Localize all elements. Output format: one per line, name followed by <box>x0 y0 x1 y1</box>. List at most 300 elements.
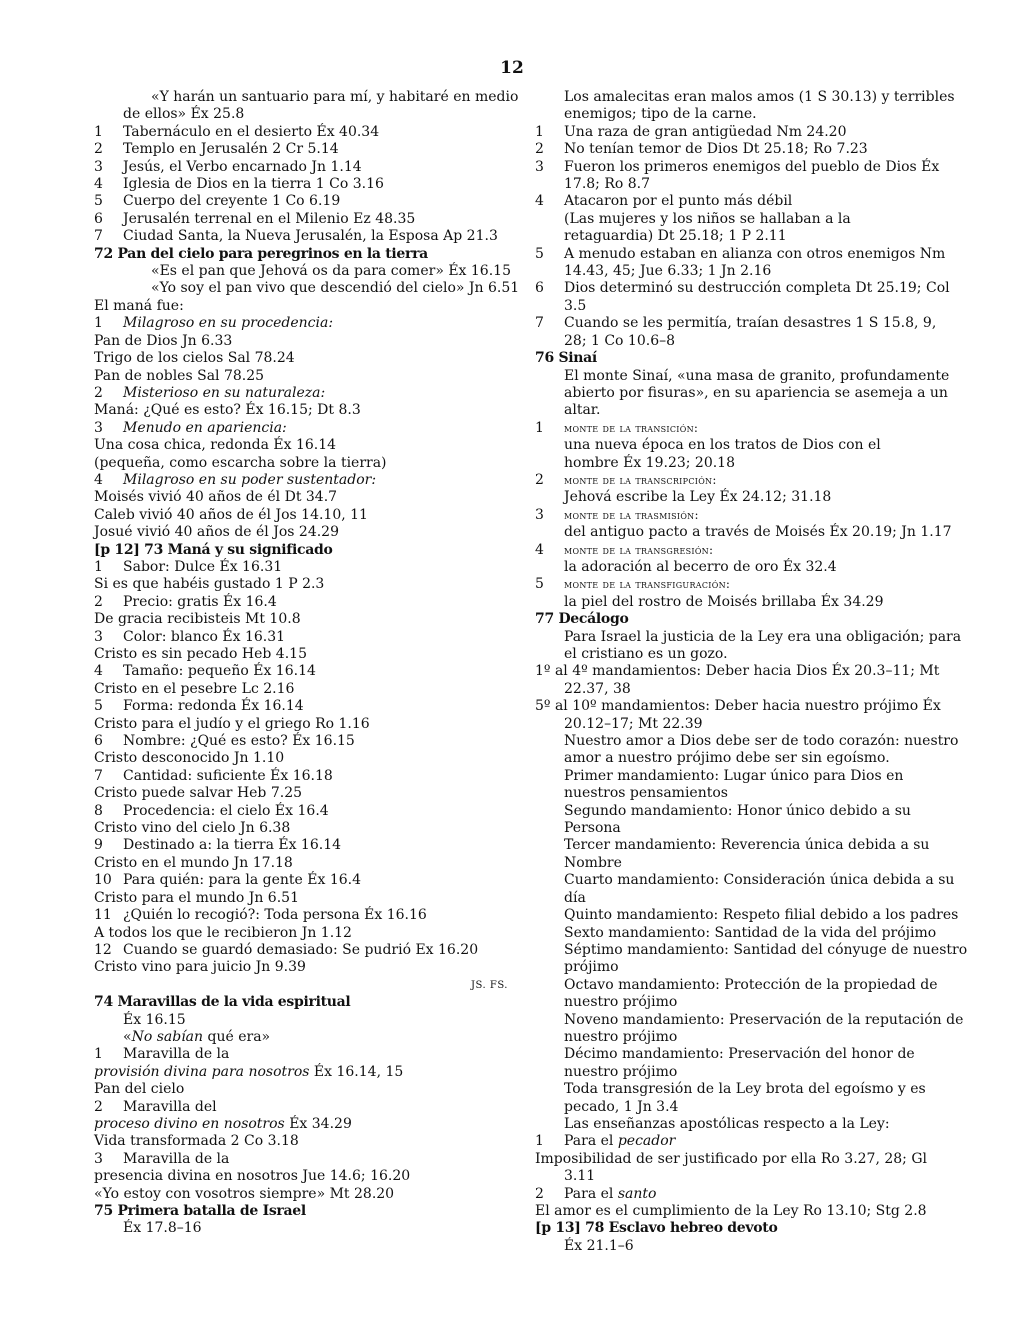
numbered-item <box>94 629 512 646</box>
quote-line <box>94 89 519 106</box>
numbered-item <box>94 942 512 959</box>
line-text: Tamaño: pequeño Éx 16.14 <box>123 663 316 680</box>
text-line <box>535 977 955 994</box>
line-text: altar. <box>564 402 601 419</box>
text-line <box>535 681 955 698</box>
numbered-item <box>535 1133 955 1150</box>
text-line <box>94 298 512 315</box>
item-number: 3 <box>94 419 103 436</box>
line-text: (Las mujeres y los niños se hallaban a la <box>564 210 851 227</box>
line-text: Cristo es sin pecado Heb 4.15 <box>94 646 307 662</box>
numbered-item <box>535 507 955 524</box>
line-text: Cristo para el judío y el griego Ro 1.16 <box>94 715 370 732</box>
line-text: Una cosa chica, redonda Éx 16.14 <box>94 437 337 454</box>
numbered-item <box>94 1046 512 1063</box>
line-text: 77 Decálogo <box>535 611 629 628</box>
line-text: Pan de Dios Jn 6.33 <box>94 332 233 349</box>
line-text: Quinto mandamiento: Respeto filial debido a los padres <box>564 907 959 924</box>
line-text: Cristo puede salvar Heb 7.25 <box>94 785 303 802</box>
quote-line <box>94 263 512 280</box>
line-text: 5º al 10º mandamientos: Deber hacia nuestro prójimo Éx <box>535 698 941 715</box>
text-line <box>535 594 955 611</box>
line-text: Templo en Jerusalén 2 Cr 5.14 <box>123 141 339 158</box>
line-text: Cuando se les permitía, traían desastres 1 S 15.8, 9, <box>564 315 937 332</box>
line-text: Procedencia: el cielo Éx 16.4 <box>123 802 329 819</box>
line-text: Una raza de gran antigüedad Nm 24.20 <box>564 123 847 140</box>
line-text: Cantidad: suficiente Éx 16.18 <box>123 767 333 784</box>
numbered-item <box>535 1186 955 1203</box>
text-line <box>535 263 955 280</box>
line-text: Cuarto mandamiento: Consideración única debida a su <box>564 872 955 889</box>
line-text: Precio: gratis Éx 16.4 <box>123 593 277 610</box>
line-text: Caleb vivió 40 años de él Jos 14.10, 11 <box>94 506 368 523</box>
numbered-item <box>535 280 955 297</box>
line-text: pecado, 1 Jn 3.4 <box>564 1098 679 1115</box>
line-text: Octavo mandamiento: Protección de la propiedad de <box>564 976 938 993</box>
section-heading <box>94 542 512 559</box>
line-text: Para quién: para la gente Éx 16.4 <box>123 872 361 889</box>
line-text: Cristo vino para juicio Jn 9.39 <box>94 959 306 976</box>
line-text: presencia divina en nosotros Jue 14.6; 16.20 <box>94 1168 411 1185</box>
numbered-item <box>94 315 512 332</box>
text-line <box>94 507 512 524</box>
section-heading <box>535 350 955 367</box>
italic-text: No sabían <box>131 1028 204 1045</box>
line-text: nuestro prójimo <box>564 1028 678 1045</box>
item-number: 2 <box>535 471 544 488</box>
line-text: 3.5 <box>564 297 587 314</box>
line-text: Para Israel la justicia de la Ley era una obligación; para <box>564 628 962 645</box>
numbered-item <box>94 176 512 193</box>
item-number: 6 <box>94 733 103 750</box>
item-number: 4 <box>94 663 103 680</box>
text-fragment: Para el <box>564 1133 618 1150</box>
line-text: Si es que habéis gustado 1 P 2.3 <box>94 576 325 593</box>
text-line <box>535 890 955 907</box>
line-text: Moisés vivió 40 años de él Dt 34.7 <box>94 489 338 506</box>
section-heading <box>94 246 512 263</box>
line-text: retaguardia) Dt 25.18; 1 P 2.11 <box>564 228 787 245</box>
numbered-item <box>535 542 955 559</box>
line-text: (pequeña, como escarcha sobre la tierra) <box>94 454 387 471</box>
line-text: nuestros pensamientos <box>564 785 728 802</box>
line-text: Vida transformada 2 Co 3.18 <box>94 1133 299 1150</box>
line-text: [p 12] 73 Maná y su significado <box>94 541 333 558</box>
line-text: El monte Sinaí, «una masa de granito, profundamente <box>564 367 950 384</box>
item-number: 5 <box>535 245 544 262</box>
line-text: Éx 17.8–16 <box>123 1220 202 1237</box>
item-number: 2 <box>94 1098 103 1115</box>
text-fragment: Éx 16.14, 15 <box>309 1063 404 1080</box>
item-number: 12 <box>94 941 112 958</box>
text-line <box>535 820 955 837</box>
text-line <box>94 611 512 628</box>
line-text: Sabor: Dulce Éx 16.31 <box>123 558 283 575</box>
numbered-item <box>535 420 955 437</box>
text-line <box>535 1046 955 1063</box>
item-number: 3 <box>94 628 103 645</box>
text-line <box>535 385 955 402</box>
italic-text: Milagroso en su procedencia: <box>123 315 334 332</box>
text-line <box>94 576 512 593</box>
line-text: Primer mandamiento: Lugar único para Dios en <box>564 767 904 784</box>
numbered-item <box>94 559 512 576</box>
text-fragment: Para el <box>564 1185 618 1202</box>
line-text: Cristo en el pesebre Lc 2.16 <box>94 680 295 697</box>
line-text: 76 Sinaí <box>535 350 597 367</box>
line-text: Cristo para el mundo Jn 6.51 <box>94 889 299 906</box>
text-line <box>94 681 512 698</box>
text-line <box>535 211 955 228</box>
item-number: 2 <box>94 141 103 158</box>
numbered-item <box>94 872 512 889</box>
item-number: 3 <box>94 1150 103 1167</box>
line-text: Imposibilidad de ser justificado por ella Ro 3.27, 28; Gl <box>535 1150 927 1167</box>
text-line <box>94 524 512 541</box>
text-line <box>535 959 955 976</box>
text-line <box>94 368 512 385</box>
text-line <box>94 785 512 802</box>
quote-line <box>94 280 520 297</box>
line-text: [p 13] 78 Esclavo hebreo devoto <box>535 1220 778 1237</box>
line-text: Éx 16.15 <box>123 1011 186 1028</box>
numbered-item <box>535 193 955 210</box>
text-line <box>535 1151 955 1168</box>
item-number: 9 <box>94 837 103 854</box>
italic-text: Milagroso en su poder sustentador: <box>123 471 377 488</box>
numbered-item <box>94 420 512 437</box>
text-line <box>94 959 512 976</box>
line-text: «Es el pan que Jehová os da para comer» Éx 16.15 <box>151 263 511 280</box>
item-number: 3 <box>535 158 544 175</box>
line-text: Nombre <box>564 854 622 871</box>
text-line <box>535 89 955 106</box>
line-text: Maravilla de la <box>123 1150 230 1167</box>
numbered-item <box>535 576 955 593</box>
text-line <box>535 1064 955 1081</box>
line-text: una nueva época en los tratos de Dios con el <box>564 437 881 454</box>
line-text: Destinado a: la tierra Éx 16.14 <box>123 837 342 854</box>
text-line <box>535 837 955 854</box>
text-line <box>535 716 955 733</box>
text-line <box>94 1116 512 1133</box>
text-line <box>535 1116 955 1133</box>
text-line <box>535 646 955 663</box>
text-fragment: « <box>123 1028 132 1045</box>
text-line <box>535 455 955 472</box>
line-text: JS. FS. <box>471 979 508 991</box>
text-line <box>535 559 955 576</box>
numbered-item <box>94 159 512 176</box>
text-line <box>535 437 955 454</box>
text-line <box>535 106 955 123</box>
italic-text: pecador <box>617 1133 676 1150</box>
text-line <box>535 698 955 715</box>
item-number: 1 <box>535 1133 544 1150</box>
line-text: Tercer mandamiento: Reverencia única debida a su <box>564 837 930 854</box>
line-text: Cuerpo del creyente 1 Co 6.19 <box>123 193 341 210</box>
line-text: hombre Éx 19.23; 20.18 <box>564 454 736 471</box>
text-line <box>94 646 512 663</box>
item-number: 1 <box>94 558 103 575</box>
numbered-item <box>535 472 955 489</box>
text-line <box>94 1168 512 1185</box>
line-text: El amor es el cumplimiento de la Ley Ro 13.10; Stg 2.8 <box>535 1203 927 1219</box>
line-text: Séptimo mandamiento: Santidad del cónyuge de nuestro <box>564 941 968 958</box>
text-line <box>94 333 512 350</box>
item-number: 2 <box>535 141 544 158</box>
line-text: El maná fue: <box>94 297 184 314</box>
line-text: 1º al 4º mandamientos: Deber hacia Dios Éx 20.3–11; Mt <box>535 663 940 680</box>
text-line <box>94 925 512 942</box>
text-line <box>535 941 968 959</box>
numbered-item <box>535 141 955 158</box>
text-line <box>94 1133 512 1150</box>
line-text: Maná: ¿Qué es esto? Éx 16.15; Dt 8.3 <box>94 402 361 419</box>
italic-text: Misterioso en su naturaleza: <box>123 384 326 401</box>
item-number: 5 <box>535 576 544 593</box>
line-text: ¿Quién lo recogió?: Toda persona Éx 16.16 <box>123 907 427 924</box>
text-line <box>535 1081 955 1098</box>
line-text: Noveno mandamiento: Preservación de la reputación de <box>564 1011 964 1028</box>
text-line <box>94 350 512 367</box>
text-line <box>94 1186 512 1203</box>
text-line <box>94 455 512 472</box>
text-line <box>535 750 955 767</box>
text-line <box>94 750 512 767</box>
text-line <box>535 733 959 750</box>
text-line <box>94 1012 512 1029</box>
text-line <box>94 1029 512 1046</box>
numbered-item <box>94 193 512 210</box>
item-number: 2 <box>94 593 103 610</box>
line-text: el cristiano es un gozo. <box>564 646 728 662</box>
text-line <box>94 402 512 419</box>
text-line <box>535 489 955 506</box>
text-line <box>94 1220 512 1237</box>
numbered-item <box>94 1151 512 1168</box>
text-line <box>94 106 512 123</box>
line-text: 72 Pan del cielo para peregrinos en la tierra <box>94 245 428 262</box>
numbered-item <box>535 315 955 332</box>
item-number: 2 <box>535 1185 544 1202</box>
line-text: la piel del rostro de Moisés brillaba Éx 34.29 <box>564 593 884 610</box>
line-text: Sexto mandamiento: Santidad de la vida del prójimo <box>564 924 937 941</box>
numbered-item <box>94 733 512 750</box>
line-text: Iglesia de Dios en la tierra 1 Co 3.16 <box>123 176 384 193</box>
numbered-item <box>94 124 512 141</box>
item-number: 8 <box>94 802 103 819</box>
item-number: 3 <box>535 506 544 523</box>
text-line <box>94 1081 512 1098</box>
text-line <box>535 1011 964 1029</box>
numbered-item <box>535 246 955 263</box>
text-line <box>535 402 955 419</box>
text-line <box>535 298 955 315</box>
line-text: 75 Primera batalla de Israel <box>94 1203 306 1219</box>
item-number: 6 <box>535 280 544 297</box>
line-text: A todos los que le recibieron Jn 1.12 <box>94 924 352 941</box>
text-fragment: qué era» <box>203 1028 271 1045</box>
item-number: 1 <box>94 1046 103 1063</box>
line-text: 3.11 <box>564 1168 596 1185</box>
line-text: enemigos; tipo de la carne. <box>564 106 757 123</box>
text-line <box>535 368 955 385</box>
text-line <box>535 1238 955 1255</box>
line-text: Nombre: ¿Qué es esto? Éx 16.15 <box>123 733 355 750</box>
line-text: Tabernáculo en el desierto Éx 40.34 <box>123 123 380 140</box>
line-text: Dios determinó su destrucción completa Dt 25.19; Col <box>564 280 950 297</box>
line-text: A menudo estaban en alianza con otros enemigos Nm <box>564 245 946 262</box>
smallcaps-text: monte de la trasmisión: <box>564 507 699 522</box>
italic-text: santo <box>617 1185 657 1202</box>
text-line <box>94 1064 512 1081</box>
line-text: Pan del cielo <box>94 1081 185 1098</box>
item-number: 7 <box>94 767 103 784</box>
smallcaps-text: monte de la transición: <box>564 420 699 435</box>
line-text: Ciudad Santa, la Nueva Jerusalén, la Esposa Ap 21.3 <box>123 228 498 245</box>
line-text: Jehová escribe la Ley Éx 24.12; 31.18 <box>564 489 832 506</box>
text-line <box>535 994 955 1011</box>
text-line <box>535 1029 955 1046</box>
author-initials <box>94 977 512 994</box>
item-number: 10 <box>94 872 112 889</box>
text-line <box>535 524 955 541</box>
text-line <box>535 925 955 942</box>
item-number: 6 <box>94 210 103 227</box>
numbered-item <box>94 141 512 158</box>
text-line <box>94 489 512 506</box>
line-text: «Yo soy el pan vivo que descendió del cielo» Jn 6.51 <box>151 280 520 297</box>
text-line <box>535 333 955 350</box>
line-text: Décimo mandamiento: Preservación del honor de <box>564 1046 915 1063</box>
line-text: Cuando se guardó demasiado: Se pudrió Ex 16.20 <box>123 941 479 958</box>
line-text: De gracia recibisteis Mt 10.8 <box>94 611 301 628</box>
item-number: 3 <box>94 158 103 175</box>
text-fragment: Éx 34.29 <box>284 1115 352 1132</box>
numbered-item <box>94 803 512 820</box>
text-line <box>535 1099 955 1116</box>
text-line <box>535 785 955 802</box>
numbered-item <box>94 768 512 785</box>
line-text: Color: blanco Éx 16.31 <box>123 628 286 645</box>
line-text: Fueron los primeros enemigos del pueblo de Dios Éx <box>564 158 940 175</box>
italic-text: Menudo en apariencia: <box>123 419 287 436</box>
line-text: Cristo desconocido Jn 1.10 <box>94 750 285 767</box>
item-number: 4 <box>94 176 103 193</box>
section-heading <box>535 611 955 628</box>
text-line <box>535 855 955 872</box>
line-text: Persona <box>564 820 621 837</box>
line-text: Las enseñanzas apostólicas respecto a la Ley: <box>564 1115 890 1132</box>
line-text: Maravilla del <box>123 1098 217 1115</box>
line-text: Jerusalén terrenal en el Milenio Ez 48.35 <box>123 210 416 227</box>
line-text: 17.8; Ro 8.7 <box>564 176 651 193</box>
text-line <box>535 1168 955 1185</box>
numbered-item <box>94 1099 512 1116</box>
line-text: Nuestro amor a Dios debe ser de todo corazón: nuestro <box>564 733 959 750</box>
item-number: 11 <box>94 907 112 924</box>
line-text: Segundo mandamiento: Honor único debido a su <box>564 802 911 819</box>
line-text: No tenían temor de Dios Dt 25.18; Ro 7.23 <box>564 141 868 158</box>
smallcaps-text: monte de la transcripción: <box>564 472 717 487</box>
section-heading <box>94 1203 512 1220</box>
italic-text: proceso divino en nosotros <box>94 1115 285 1132</box>
left-column <box>94 89 520 1238</box>
line-text: nuestro prójimo <box>564 1063 678 1080</box>
line-text: Éx 21.1–6 <box>564 1237 634 1254</box>
smallcaps-text: monte de la transfiguración: <box>564 577 731 592</box>
text-line <box>94 716 512 733</box>
line-text: abierto por fisuras», en su apariencia se asemeja a un <box>564 384 948 401</box>
item-number: 1 <box>535 419 544 436</box>
page-number: 12 <box>500 58 524 78</box>
line-text: Josué vivió 40 años de él Jos 24.29 <box>94 524 339 541</box>
item-number: 7 <box>535 315 544 332</box>
text-line <box>94 855 512 872</box>
line-text: «Yo estoy con vosotros siempre» Mt 28.20 <box>94 1185 395 1202</box>
numbered-item <box>535 124 955 141</box>
section-heading <box>535 1220 955 1237</box>
item-number: 4 <box>535 193 544 210</box>
line-text: Jesús, el Verbo encarnado Jn 1.14 <box>123 158 362 175</box>
numbered-item <box>94 663 512 680</box>
text-line <box>535 628 962 646</box>
numbered-item <box>535 159 955 176</box>
numbered-item <box>94 472 512 489</box>
item-number: 1 <box>94 123 103 140</box>
text-line <box>535 872 955 889</box>
line-text: 74 Maravillas de la vida espiritual <box>94 994 351 1011</box>
item-number: 1 <box>535 123 544 140</box>
line-text: Cristo en el mundo Jn 17.18 <box>94 854 293 871</box>
line-text: 22.37, 38 <box>564 680 631 697</box>
item-number: 5 <box>94 193 103 210</box>
text-line <box>535 768 955 785</box>
item-number: 4 <box>535 541 544 558</box>
item-number: 4 <box>94 471 103 488</box>
item-number: 7 <box>94 228 103 245</box>
line-text: Toda transgresión de la Ley brota del egoísmo y es <box>564 1081 926 1098</box>
numbered-item <box>94 837 512 854</box>
text-line <box>535 176 955 193</box>
text-line <box>535 907 959 924</box>
line-text: día <box>564 889 586 906</box>
line-text: «Y harán un santuario para mí, y habitaré en medio <box>151 89 519 105</box>
line-text: 14.43, 45; Jue 6.33; 1 Jn 2.16 <box>564 263 772 280</box>
line-text: amor a nuestro prójimo debe ser sin egoísmo. <box>564 750 890 767</box>
text-line <box>94 820 512 837</box>
line-text: Trigo de los cielos Sal 78.24 <box>94 350 295 367</box>
text-line <box>535 1203 955 1220</box>
text-line <box>94 437 512 454</box>
smallcaps-text: monte de la transgresión: <box>564 542 714 557</box>
line-text: la adoración al becerro de oro Éx 32.4 <box>564 558 837 575</box>
line-text: prójimo <box>564 959 619 976</box>
line-text: Maravilla de la <box>123 1046 230 1063</box>
numbered-item <box>94 211 512 228</box>
item-number: 2 <box>94 384 103 401</box>
text-line <box>94 890 512 907</box>
line-text: Cristo vino del cielo Jn 6.38 <box>94 820 291 837</box>
numbered-item <box>94 594 512 611</box>
numbered-item <box>94 698 512 715</box>
line-text: Forma: redonda Éx 16.14 <box>123 698 304 715</box>
line-text: Pan de nobles Sal 78.25 <box>94 367 265 384</box>
item-number: 1 <box>94 315 103 332</box>
numbered-item <box>94 385 512 402</box>
line-text: 28; 1 Co 10.6–8 <box>564 332 676 349</box>
